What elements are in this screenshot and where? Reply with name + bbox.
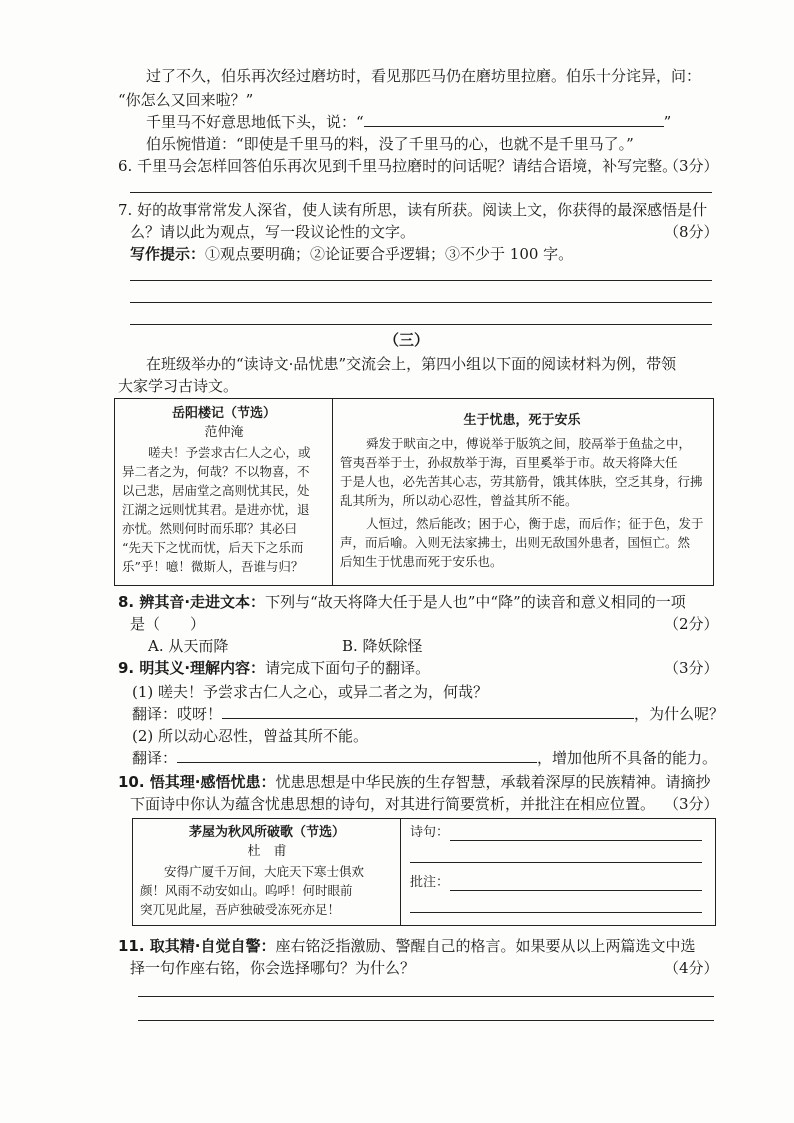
story-p2-end: ”: [663, 113, 672, 131]
passage-a-line: “先天下之忧而忧，后天下之乐而: [122, 540, 304, 555]
q9-points: （3分）: [664, 659, 719, 677]
q11-answer-line-1[interactable]: [138, 996, 714, 997]
passage-b-line: 管夷吾举于士，孙叔敖举于海，百里奚举于市。故天将降大任: [340, 455, 678, 470]
q9-label: 9. 明其义·理解内容：: [118, 659, 266, 677]
q8-option-a[interactable]: A. 从天而降: [148, 637, 229, 655]
passage-b-line: 舜发于畎亩之中，傅说举于版筑之间，胶鬲举于鱼盐之中，: [366, 436, 692, 451]
q9-translation-2: [132, 748, 717, 768]
q7-points: （8分）: [664, 223, 719, 241]
q7-answer-line-1[interactable]: [130, 280, 712, 281]
q10-question: 忧患思想是中华民族的生存智慧，承载着深厚的民族精神。请摘抄: [275, 773, 711, 791]
q9-translation-1-blank[interactable]: [222, 704, 634, 719]
poem-author: 杜 甫: [247, 844, 287, 859]
story-p3: 伯乐惋惜道：“即使是千里马的料，没了千里马的心，也就不是千里马了。”: [146, 135, 634, 153]
poem-line: 突兀见此屋，吾庐独破受冻死亦足！: [140, 902, 341, 917]
q8-label: 8. 辨其音·走进文本：: [118, 593, 266, 611]
passage-a-line: 亦忧。然则何时而乐耶？其必曰: [122, 521, 298, 536]
q6-points: （3分）: [664, 157, 719, 175]
q7-answer-line-2[interactable]: [130, 302, 712, 303]
q9-text: [118, 658, 430, 678]
passage-b-title: 生于忧患，死于安乐: [463, 413, 581, 428]
q8-text: [118, 592, 686, 612]
poem-verse-line[interactable]: [450, 840, 702, 841]
passage-b-line: 声，而后喻。入则无法家拂士，出则无敌国外患者，国恒亡。然: [340, 535, 691, 550]
poem-verse-line-2[interactable]: [410, 862, 702, 863]
story-p2-start: 千里马不好意思地低下头，说：“: [146, 113, 364, 131]
poem-verse-label: 诗句：: [410, 825, 450, 840]
q7-answer-line-3[interactable]: [130, 324, 712, 325]
q9-translation-2-end: ，增加他所不具备的能力。: [537, 749, 718, 767]
q6-text: 6. 千里马会怎样回答伯乐再次见到千里马拉磨时的问话呢？请结合语境，补写完整。: [118, 157, 678, 175]
q8-question: 下列与“故天将降大任于是人也”中“降”的读音和意义相同的一项: [265, 593, 686, 611]
passage-a-author: 范仲淹: [204, 425, 244, 440]
poem-annotation-label: 批注：: [410, 875, 450, 890]
passage-b-line: 后知生于忧患而死于安乐也。: [340, 554, 503, 569]
q7-hint: [130, 244, 573, 264]
q7-line1: 7. 好的故事常常发人深省，使人读有所思，读有所获。阅读上文，你获得的最深感悟是什: [118, 201, 708, 219]
q9-question: 请完成下面句子的翻译。: [265, 659, 431, 677]
passage-b-line: 人恒过，然后能改；困于心，衡于虑，而后作；征于色，发于: [366, 516, 704, 531]
poem-line: 安得广厦千万间，大庇天下寒士俱欢: [164, 864, 365, 879]
q11-answer-line-2[interactable]: [138, 1020, 714, 1021]
passage-a-line: 以己悲，居庙堂之高则忧其民，处: [122, 483, 310, 498]
story-p1: 过了不久，伯乐再次经过磨坊时，看见那匹马仍在磨坊里拉磨。伯乐十分诧异，问：: [146, 67, 702, 85]
poem-title: 茅屋为秋风所破歌（节选）: [188, 825, 345, 840]
story-answer-blank[interactable]: [364, 112, 664, 127]
q10-text: [118, 772, 711, 792]
q7-line2: 么？请以此为观点，写一段议论性的文字。: [130, 223, 416, 241]
passage-a-line: 异二者之为，何哉？不以物喜，不: [122, 464, 310, 479]
q11-line2: 择一句作座右铭，你会选择哪句？为什么？: [130, 959, 416, 977]
q9-sentence-1: (1) 嗟夫！予尝求古仁人之心，或异二者之为，何哉？: [132, 683, 489, 701]
q10-line2: 下面诗中你认为蕴含忧患思想的诗句，对其进行简要赏析，并批注在相应位置。: [130, 795, 656, 813]
poem-line: 颜！风雨不动安如山。呜呼！何时眼前: [140, 883, 353, 898]
q11-question: 座右铭泛指激励、警醒自己的格言。如果要从以上两篇选文中选: [275, 937, 696, 955]
section3-intro: 在班级举办的“读诗文·品忧患”交流会上，第四小组以下面的阅读材料为例，带领: [146, 355, 677, 373]
passage-b-line: 于是人也，必先苦其心志，劳其筋骨，饿其体肤，空乏其身，行拂: [340, 474, 703, 489]
passage-a-title: 岳阳楼记（节选）: [171, 406, 276, 421]
poem-annotation-line[interactable]: [450, 890, 702, 891]
q11-label: 11. 取其精·自觉自警：: [118, 937, 276, 955]
q8-option-b[interactable]: B. 降妖除怪: [342, 637, 423, 655]
q9-translation-2-blank[interactable]: [177, 748, 537, 763]
passage-a-line: 嗟夫！予尝求古仁人之心，或: [148, 445, 311, 460]
q9-translation-1: [132, 704, 724, 724]
reading-box-divider: [332, 398, 333, 586]
poem-annotation-line-2[interactable]: [410, 912, 702, 913]
q9-translation-1-start: 翻译：哎呀！: [132, 705, 223, 723]
passage-a-line: 乐”乎！噫！微斯人，吾谁与归？: [122, 559, 304, 574]
q11-points: （4分）: [664, 959, 719, 977]
q8-line2: 是（ ）: [130, 615, 206, 633]
q6-answer-line[interactable]: [130, 192, 712, 193]
q11-text: [118, 936, 696, 956]
passage-a-line: 江湖之远则忧其君。是进亦忧，退: [122, 502, 310, 517]
q7-hint-label: 写作提示：: [130, 245, 206, 263]
q10-points: （3分）: [664, 795, 719, 813]
q9-sentence-2: (2) 所以动心忍性，曾益其所不能。: [132, 727, 369, 745]
q9-translation-1-end: ，为什么呢？: [634, 705, 725, 723]
story-p1-cont: “你怎么又回来啦？”: [118, 91, 254, 109]
story-p2: [146, 112, 671, 132]
q7-hint-text: ①观点要明确；②论证要合乎逻辑；③不少于 100 字。: [205, 245, 574, 263]
q9-translation-2-start: 翻译：: [132, 749, 178, 767]
passage-b-line: 乱其所为，所以动心忍性，曾益其所不能。: [340, 493, 578, 508]
section3-intro-cont: 大家学习古诗文。: [118, 377, 239, 395]
q8-points: （2分）: [664, 615, 719, 633]
q10-label: 10. 悟其理·感悟忧患：: [118, 773, 276, 791]
section3-heading: （三）: [384, 331, 430, 349]
poem-box-divider: [400, 818, 401, 926]
